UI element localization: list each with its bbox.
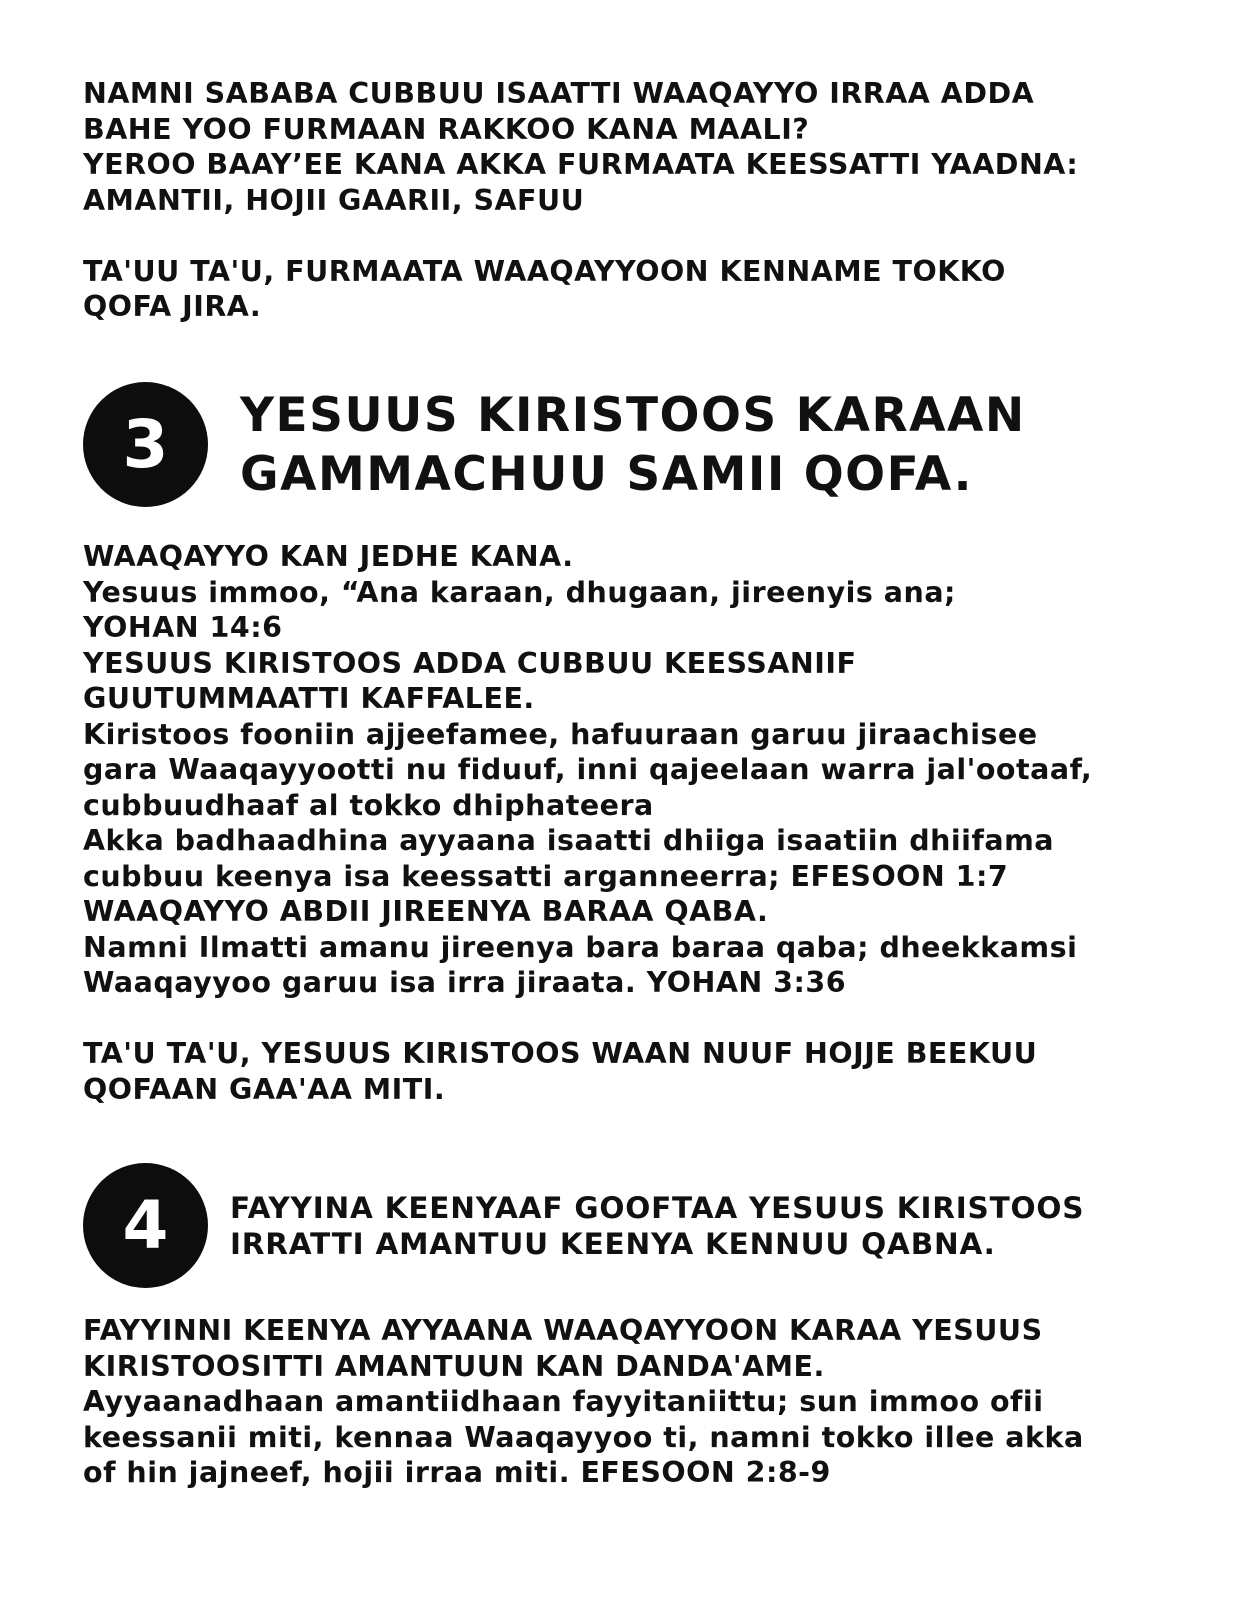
section-3-body [83,539,1183,1107]
section-number-badge [83,382,208,507]
body-line: Akka badhaadhina ayyaana isaatti dhiiga isaatiin dhiifama [83,824,1055,857]
intro-answer-line: TA'UU TA'U, FURMAATA WAAQAYYOON KENNAME TOKKO [83,254,1006,288]
section-4-heading [83,1163,1084,1288]
body-line: GUUTUMMAATTI KAFFALEE. [83,682,535,715]
section-number-badge [83,1163,208,1288]
body-line: YOHAN 14:6 [83,611,283,644]
intro-line: AMANTII, HOJII GAARII, SAFUU [83,183,585,217]
body-line: KIRISTOOSITTI AMANTUUN KAN DANDA'AME. [83,1349,825,1383]
body-line: FAYYINNI KEENYA AYYAANA WAAQAYYOON KARAA YESUUS [83,1314,1043,1347]
section-4-body [83,1313,1183,1491]
intro-answer-line: QOFA JIRA. [83,290,262,323]
section-4-title [230,1190,1084,1262]
body-line: of hin jajneef, hojii irraa miti. EFESOON 2:8-9 [83,1456,831,1489]
spacer [83,218,1183,254]
intro-line: YEROO BAAY’EE KANA AKKA FURMAATA KEESSATTI YAADNA: [83,148,1079,181]
body-line: WAAQAYYO ABDII JIREENYA BARAA QABA. [83,895,769,928]
body-line: Ayyaanadhaan amantiidhaan fayyitaniittu; sun immoo ofii [83,1385,1044,1418]
section-number: 4 [122,1187,169,1264]
body-line: WAAQAYYO KAN JEDHE KANA. [83,540,574,573]
body-line: keessanii miti, kennaa Waaqayyoo ti, namni tokko illee akka [83,1420,1084,1454]
section-3-heading [83,382,1026,507]
section-number: 3 [122,406,169,483]
body-line: Yesuus immoo, “Ana karaan, dhugaan, jireenyis ana; [83,575,956,609]
answer-line: QOFAAN GAA'AA MITI. [83,1072,446,1106]
section-title-line: FAYYINA KEENYAAF GOOFTAA YESUUS KIRISTOOS [230,1190,1085,1225]
spacer [83,1001,1183,1037]
body-line: Kiristoos fooniin ajjeefamee, hafuuraan garuu jiraachisee [83,717,1038,751]
section-title-line: YESUUS KIRISTOOS KARAAN [240,387,1026,443]
body-line: cubbuu keenya isa keessatti arganneerra; EFESOON 1:7 [83,859,1009,893]
body-line: cubbuudhaaf al tokko dhiphateera [83,788,654,822]
intro-line: BAHE YOO FURMAAN RAKKOO KANA MAALI? [83,112,810,146]
body-line: gara Waaqayyootti nu fiduuf, inni qajeelaan warra jal'ootaaf, [83,753,1093,786]
body-line: Namni Ilmatti amanu jireenya bara baraa qaba; dheekkamsi [83,930,1078,964]
intro-section [83,76,1183,325]
section-3-title [240,386,1026,504]
section-title-line: GAMMACHUU SAMII QOFA. [240,446,973,502]
intro-line: NAMNI SABABA CUBBUU ISAATTI WAAQAYYO IRRAA ADDA [83,77,1035,110]
answer-line: TA'U TA'U, YESUUS KIRISTOOS WAAN NUUF HOJJE BEEKUU [83,1037,1038,1070]
section-title-line: IRRATTI AMANTUU KEENYA KENNUU QABNA. [230,1226,996,1261]
body-line: Waaqayyoo garuu isa irra jiraata. YOHAN 3:36 [83,966,847,999]
body-line: YESUUS KIRISTOOS ADDA CUBBUU KEESSANIIF [83,646,857,680]
